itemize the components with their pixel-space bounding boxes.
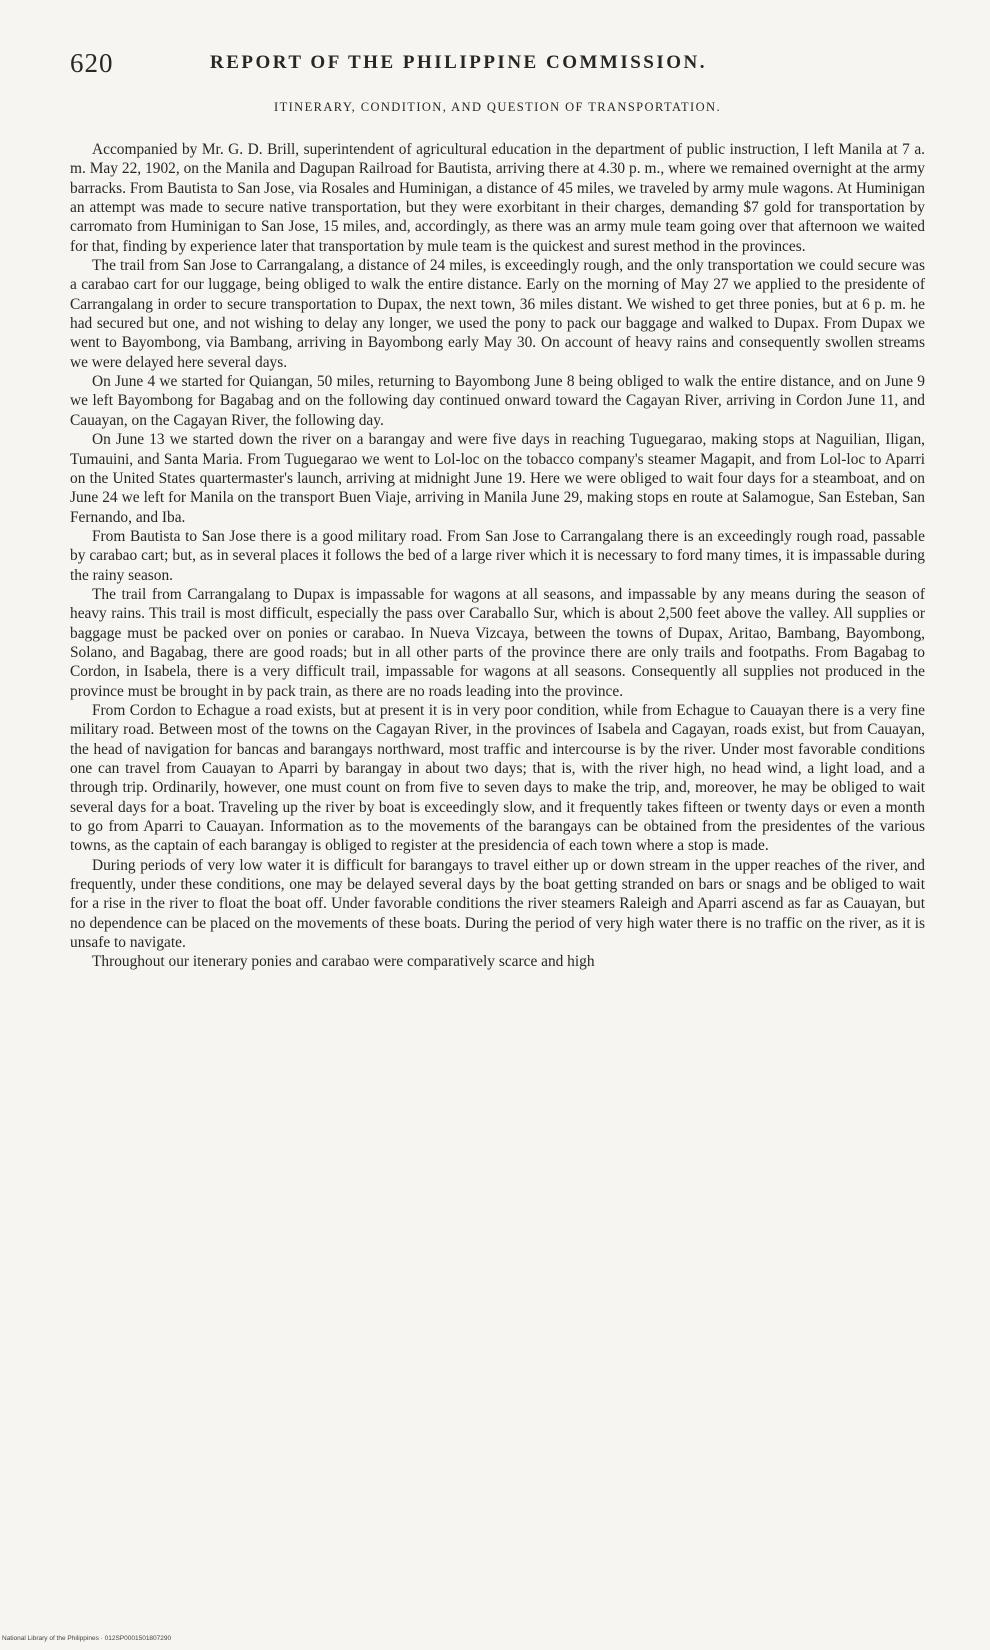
paragraph-carrangalang-trail: The trail from San Jose to Carrangalang, a distance of 24 miles, is exceedingly rough, and the only transportation we could secure was a carabao cart for our luggage, being obliged to walk the entire distance. Early on the morning of May 27 we applied to the presidente of Carrangalang in order to secure transportation to Dupax, the next town, 36 miles distant. We wished to get three ponies, but at 6 p. m. he had secured but one, and not wishing to delay any longer, we used the pony to pack our baggage and walked to Dupax. From Dupax we went to Bayombong, via Bambang, arriving in Bayombong early May 30. On account of heavy rains and consequently swollen streams we were delayed here several days.: [70, 257, 925, 371]
section-title: ITINERARY, CONDITION, AND QUESTION OF TRANSPORTATION.: [274, 100, 721, 114]
body-text: [70, 140, 925, 972]
library-credit: National Library of the Philippines · 012SP0001501807290: [2, 1635, 172, 1642]
paragraph-quiangan: On June 4 we started for Quiangan, 50 miles, returning to Bayombong June 8 being obliged to walk the entire distance, and on June 9 we left Bayombong for Bagabag and on the following day continued onward toward the Cagayan River, arriving in Cordon June 11, and Cauayan, on the Cagayan River, the following day.: [70, 373, 925, 429]
paragraph-bautista-road: From Bautista to San Jose there is a good military road. From San Jose to Carrangalang there is an exceedingly rough road, passable by carabao cart; but, as in several places it follows the bed of a large river which it is necessary to ford many times, it is impassable during the rainy season.: [70, 527, 925, 584]
paragraph-ponies-carabao: Throughout our itenerary ponies and carabao were comparatively scarce and high: [92, 953, 595, 971]
paragraph-itinerary-start: Accompanied by Mr. G. D. Brill, superintendent of agricultural education in the department of public instruction, I left Manila at 7 a. m. May 22, 1902, on the Manila and Dagupan Railroad for Bautista, arriving there at 4.30 p. m., where we remained overnight at the army barracks. From Bautista to San Jose, via Rosales and Huminigan, a distance of 45 miles, we traveled by army mule wagons. At Huminigan an attempt was made to secure native transportation, but they were exorbitant in their charges, demanding $7 gold for transportation by carromato from Huminigan to San Jose, 15 miles, and, accordingly, as there was an army mule team going over that afternoon we waited for that, finding by experience later that transportation by mule team is the quickest and surest method in the provinces.: [70, 141, 925, 255]
paragraph-low-water: During periods of very low water it is difficult for barangays to travel either up or down stream in the upper reaches of the river, and frequently, under these conditions, one may be delayed several days by the boat getting stranded on bars or snags and be obliged to wait for a rise in the river to float the boat off. Under favorable conditions the river steamers Raleigh and Aparri ascend as far as Cauayan, but no dependence can be placed on the movements of these boats. During the period of very high water there is no traffic on the river, as it is unsafe to navigate.: [70, 856, 925, 952]
page-number: 620: [70, 48, 114, 78]
running-head: REPORT OF THE PHILIPPINE COMMISSION.: [210, 52, 708, 73]
page-header: [70, 48, 925, 88]
paragraph-dupax-trail: The trail from Carrangalang to Dupax is impassable for wagons at all seasons, and impassable by any means during the season of heavy rains. This trail is most difficult, especially the pass over Caraballo Sur, which is about 2,500 feet above the valley. All supplies or baggage must be packed over on ponies or carabao. In Nueva Vizcaya, between the towns of Dupax, Aritao, Bambang, Bayombong, Solano, and Bagabag, there are good roads; but in all other parts of the province there are only trails and footpaths. From Bagabag to Cordon, in Isabela, there is a very difficult trail, impassable for wagons at all seasons. Consequently all supplies not produced in the province must be brought in by pack train, as there are no roads leading into the province.: [70, 585, 925, 700]
paragraph-cordon-echague: From Cordon to Echague a road exists, but at present it is in very poor condition, while from Echague to Cauayan there is a very fine military road. Between most of the towns on the Cagayan River, in the provinces of Isabela and Cagayan, roads exist, but from Cauayan, the head of navigation for bancas and barangays northward, most traffic and intercourse is by the river. Under most favorable conditions one can travel from Cauayan to Aparri by barangay in about two days; that is, with the river high, no head wind, a light load, and a through trip. Ordinarily, however, one must count on from five to seven days to make the trip, and, moreover, he may be obliged to wait several days for a boat. Traveling up the river by boat is exceedingly slow, and it frequently takes fifteen or twenty days or even a month to go from Aparri to Cauayan. Information as to the movements of the barangays can be obtained from the presidentes of the various towns, as the captain of each barangay is obliged to register at the presidencia of each town where a stop is made.: [70, 701, 925, 855]
paragraph-river-trip: On June 13 we started down the river on a barangay and were five days in reaching Tuguegarao, making stops at Naguilian, Iligan, Tumauini, and Santa Maria. From Tuguegarao we went to Lol-loc on the tobacco company's steamer Magapit, and from Lol-loc to Aparri on the United States quartermaster's launch, arriving at midnight June 19. Here we were obliged to wait four days for a steamboat, and on June 24 we left for Manila on the transport Buen Viaje, arriving in Manila June 29, making stops en route at Salamogue, San Esteban, San Fernando, and Iba.: [70, 431, 925, 526]
